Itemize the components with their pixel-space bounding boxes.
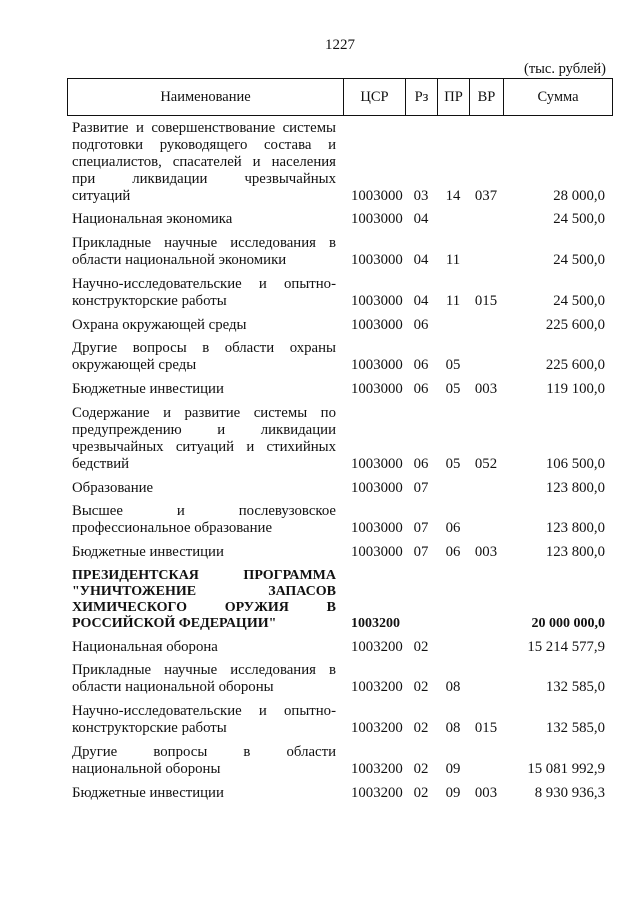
row-vr: 052 <box>474 455 498 472</box>
row-sum: 123 800,0 <box>545 479 605 496</box>
row-csr: 1003000 <box>351 520 403 537</box>
row-pr: 09 <box>445 784 461 801</box>
row-name <box>67 662 343 696</box>
row-name-line: конструкторские работы <box>72 292 227 309</box>
row-name-line: Другие вопросы в области охраны <box>72 340 336 357</box>
row-csr: 1003000 <box>351 252 403 268</box>
row-name-line: национальной обороны <box>72 760 221 777</box>
row-pr: 06 <box>445 520 461 537</box>
table-row <box>67 785 613 802</box>
table-row <box>67 544 613 561</box>
row-csr: 1003000 <box>351 357 403 374</box>
table-row <box>67 211 613 228</box>
header-name: Наименование <box>160 88 251 105</box>
table-row <box>67 405 613 473</box>
row-rz: 04 <box>413 292 429 309</box>
row-name-line: Научно-исследовательские и опытно- <box>72 703 336 719</box>
table-row <box>67 568 613 632</box>
row-name-line: Содержание и развитие системы по <box>72 404 336 421</box>
row-name <box>67 120 343 205</box>
table-row <box>67 639 613 656</box>
row-csr: 1003200 <box>351 720 403 736</box>
table-row <box>67 662 613 696</box>
table-row <box>67 235 613 269</box>
row-rz: 07 <box>413 520 429 537</box>
header-csr: ЦСР <box>343 79 405 115</box>
row-csr: 1003200 <box>351 638 403 655</box>
row-csr: 1003000 <box>351 292 403 309</box>
row-name-line: профессиональное образование <box>72 520 273 537</box>
row-sum: 106 500,0 <box>545 455 605 472</box>
row-name <box>67 405 343 473</box>
row-name-line: Национальная экономика <box>72 211 233 228</box>
row-name <box>67 503 343 537</box>
table-row <box>67 120 613 205</box>
table-row <box>67 703 613 737</box>
row-sum: 8 930 936,3 <box>534 784 605 801</box>
row-csr: 1003000 <box>351 211 403 228</box>
row-name-line: при ликвидации чрезвычайных <box>72 170 336 187</box>
row-pr: 06 <box>445 544 461 560</box>
table-row <box>67 340 613 374</box>
row-csr: 1003000 <box>351 381 403 397</box>
row-rz: 06 <box>413 316 429 333</box>
row-name-line: предупреждению и ликвидации <box>72 421 336 438</box>
row-name <box>67 276 343 310</box>
row-rz: 02 <box>413 784 429 801</box>
row-csr: 1003200 <box>351 760 403 777</box>
row-rz: 06 <box>413 455 429 472</box>
row-csr: 1003000 <box>351 479 403 496</box>
row-name <box>67 639 343 656</box>
row-name-line: области национальной экономики <box>72 252 287 268</box>
row-name <box>67 544 343 561</box>
row-sum: 225 600,0 <box>545 357 605 374</box>
row-sum: 119 100,0 <box>546 381 605 397</box>
row-name-line: Национальная оборона <box>72 638 218 655</box>
row-pr: 09 <box>445 760 461 777</box>
row-pr: 11 <box>445 252 461 268</box>
row-name-line: Другие вопросы в области <box>72 743 336 760</box>
row-name-line: Научно-исследовательские и опытно- <box>72 275 336 292</box>
row-name-line: Высшее и послевузовское <box>72 503 336 520</box>
row-name-line: Бюджетные инвестиции <box>72 784 224 801</box>
row-pr: 08 <box>445 720 461 736</box>
row-name-line: Охрана окружающей среды <box>72 316 247 333</box>
row-name <box>67 235 343 269</box>
row-rz: 02 <box>413 760 429 777</box>
row-pr: 05 <box>445 381 461 397</box>
row-name <box>67 381 343 398</box>
row-sum: 15 081 992,9 <box>527 760 605 777</box>
row-name-line: специалистов, спасателей и населения <box>72 153 336 170</box>
table-row <box>67 744 613 778</box>
row-rz: 06 <box>413 357 429 374</box>
row-pr: 08 <box>445 679 461 696</box>
row-sum: 132 585,0 <box>545 720 605 736</box>
row-name-line: бедствий <box>72 455 130 472</box>
row-csr: 1003000 <box>351 455 403 472</box>
row-name <box>67 744 343 778</box>
header-sum: Сумма <box>503 79 612 115</box>
row-name-line: конструкторские работы <box>72 720 227 736</box>
row-csr: 1003000 <box>351 187 403 204</box>
row-vr: 003 <box>474 784 498 801</box>
row-name-line: подготовки руководящего состава и <box>72 136 336 153</box>
table-row <box>67 381 613 398</box>
row-name-line: Прикладные научные исследования в <box>72 662 336 679</box>
row-rz: 02 <box>413 720 429 736</box>
header-pr: ПР <box>437 79 469 115</box>
row-pr: 11 <box>445 292 461 309</box>
row-rz: 06 <box>413 381 429 397</box>
row-name <box>67 340 343 374</box>
row-name-line: Прикладные научные исследования в <box>72 235 336 251</box>
row-pr: 14 <box>445 187 461 204</box>
row-name-line: окружающей среды <box>72 357 197 374</box>
row-vr: 003 <box>474 544 498 560</box>
table-body <box>67 115 613 802</box>
row-name-line: Бюджетные инвестиции <box>72 544 224 560</box>
row-sum: 24 500,0 <box>553 211 605 228</box>
table-row <box>67 276 613 310</box>
row-sum: 28 000,0 <box>553 187 605 204</box>
row-csr: 1003200 <box>351 679 403 696</box>
row-sum: 24 500,0 <box>553 292 605 309</box>
row-name <box>67 785 343 802</box>
page-number: 1227 <box>325 37 355 53</box>
row-name-line: Бюджетные инвестиции <box>72 381 224 397</box>
row-sum: 123 800,0 <box>545 520 605 537</box>
row-vr: 015 <box>474 720 498 736</box>
row-name <box>67 211 343 228</box>
row-sum: 123 800,0 <box>545 544 605 560</box>
row-name <box>67 480 343 497</box>
row-name <box>67 568 343 632</box>
row-rz: 02 <box>413 679 429 696</box>
row-rz: 02 <box>413 638 429 655</box>
row-sum: 15 214 577,9 <box>527 638 605 655</box>
row-sum: 225 600,0 <box>545 316 605 333</box>
row-sum: 132 585,0 <box>545 679 605 696</box>
row-vr: 037 <box>474 187 498 204</box>
row-csr: 1003200 <box>351 615 400 631</box>
row-name-line: чрезвычайных ситуаций и стихийных <box>72 438 336 455</box>
row-name-line: "УНИЧТОЖЕНИЕ ЗАПАСОВ <box>72 583 336 599</box>
row-sum: 20 000 000,0 <box>531 615 605 631</box>
row-name <box>67 703 343 737</box>
row-pr: 05 <box>445 455 461 472</box>
row-rz: 04 <box>413 211 429 228</box>
table-row <box>67 317 613 334</box>
table-row <box>67 503 613 537</box>
units-note: (тыс. рублей) <box>524 61 606 77</box>
row-name-line: области национальной обороны <box>72 679 274 696</box>
row-vr: 003 <box>474 381 498 397</box>
header-vr: ВР <box>469 79 503 115</box>
row-pr: 05 <box>445 357 461 374</box>
row-rz: 07 <box>413 544 429 560</box>
row-name-line: ситуаций <box>72 187 131 204</box>
row-sum: 24 500,0 <box>553 252 605 268</box>
table-header <box>67 78 613 116</box>
table-row <box>67 480 613 497</box>
row-rz: 04 <box>413 252 429 268</box>
row-csr: 1003000 <box>351 316 403 333</box>
row-name <box>67 317 343 334</box>
row-name-line: Развитие и совершенствование системы <box>72 119 336 136</box>
row-name-line: Образование <box>72 479 154 496</box>
row-name-line: РОССИЙСКОЙ ФЕДЕРАЦИИ" <box>72 615 277 631</box>
header-rz: Рз <box>405 79 437 115</box>
row-name-line: ХИМИЧЕСКОГО ОРУЖИЯ В <box>72 599 336 615</box>
row-csr: 1003000 <box>351 544 403 560</box>
row-rz: 07 <box>413 479 429 496</box>
row-csr: 1003200 <box>351 784 403 801</box>
row-vr: 015 <box>474 292 498 309</box>
row-name-line: ПРЕЗИДЕНТСКАЯ ПРОГРАММА <box>72 567 336 583</box>
row-rz: 03 <box>413 187 429 204</box>
